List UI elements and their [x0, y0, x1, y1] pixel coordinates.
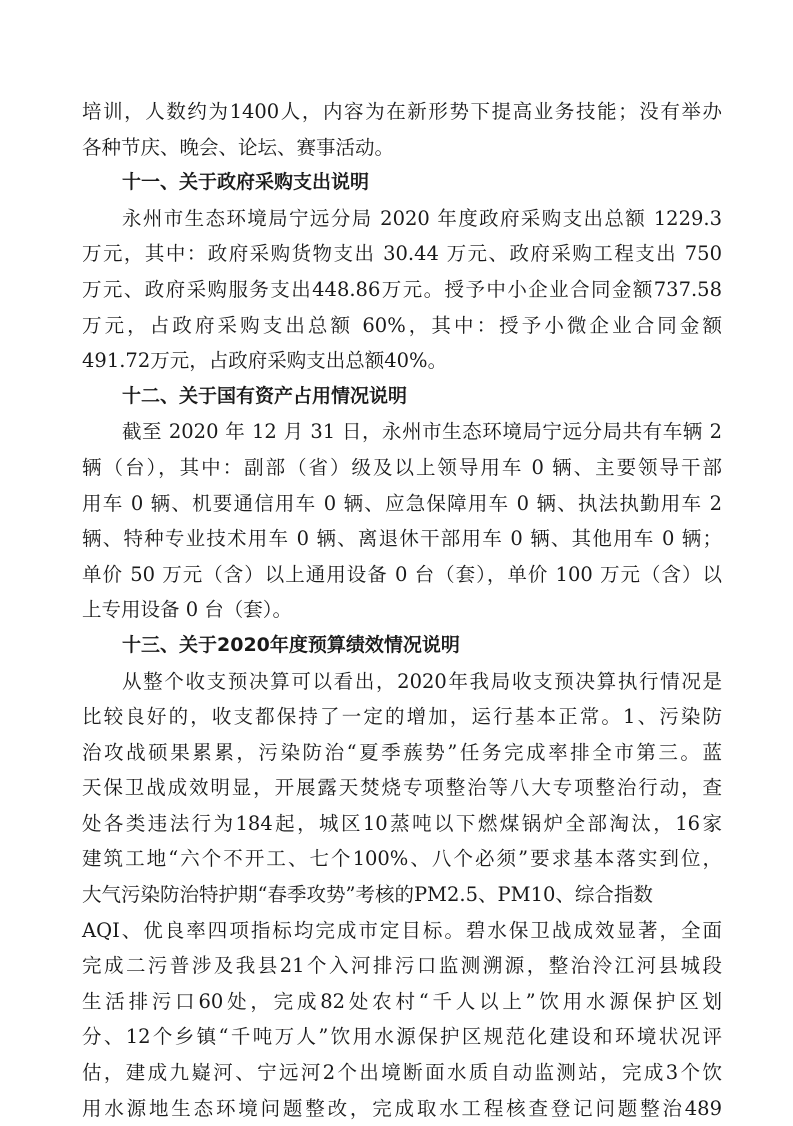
paragraph-line: 处各类违法行为184起，城区10蒸吨以下燃煤锅炉全部淘汰，16家: [82, 811, 722, 835]
paragraph-line: 截至 2020 年 12 月 31 日，永州市生态环境局宁远分局共有车辆 2: [122, 420, 722, 444]
paragraph-line: 单价 50 万元（含）以上通用设备 0 台（套），单价 100 万元（含）以: [82, 562, 722, 586]
paragraph-line: 辆（台），其中：副部（省）级及以上领导用车 0 辆、主要领导干部: [82, 455, 722, 479]
paragraph-line: 491.72万元，占政府采购支出总额40%。: [82, 349, 448, 373]
paragraph-line: 用水源地生态环境问题整改，完成取水工程核查登记问题整治489: [82, 1096, 722, 1120]
section-heading: 十一、关于政府采购支出说明: [122, 171, 370, 194]
paragraph-line: 永州市生态环境局宁远分局 2020 年度政府采购支出总额 1229.3: [122, 206, 722, 230]
paragraph-line: 万元，占政府采购支出总额 60%，其中：授予小微企业合同金额: [82, 313, 722, 337]
paragraph-line: 上专用设备 0 台（套）。: [82, 598, 293, 622]
paragraph-line: 从整个收支预决算可以看出，2020年我局收支预决算执行情况是: [122, 669, 722, 693]
paragraph-line: 估，建成九嶷河、宁远河2个出境断面水质自动监测站，完成3个饮: [82, 1061, 722, 1085]
section-heading: 十二、关于国有资产占用情况说明: [122, 384, 408, 407]
paragraph-line: 天保卫战成效明显，开展露天焚烧专项整治等八大专项整治行动，查: [82, 776, 722, 800]
paragraph-line: AQI、优良率四项指标均完成市定目标。碧水保卫战成效显著，全面: [82, 918, 722, 942]
paragraph-line: 大气污染防治特护期“春季攻势”考核的PM2.5、PM10、综合指数: [82, 883, 653, 907]
paragraph-line: 完成二污普涉及我县21个入河排污口监测溯源，整治泠江河县城段: [82, 954, 722, 978]
paragraph-line: 分、12个乡镇“千吨万人”饮用水源保护区规范化建设和环境状况评: [82, 1025, 722, 1049]
paragraph-line: 万元、政府采购服务支出448.86万元。授予中小企业合同金额737.58: [82, 277, 722, 301]
paragraph-line: 比较良好的，收支都保持了一定的增加，运行基本正常。1、污染防: [82, 705, 722, 729]
document-page: [82, 94, 722, 1126]
paragraph-line: 建筑工地“六个不开工、七个100%、八个必须”要求基本落实到位，: [82, 847, 722, 871]
paragraph-line: 培训，人数约为1400人，内容为在新形势下提高业务技能；没有举办: [82, 100, 722, 123]
paragraph-line: 生活排污口60处，完成82处农村“千人以上”饮用水源保护区划: [82, 989, 722, 1013]
paragraph-line: 各种节庆、晚会、论坛、赛事活动。: [82, 135, 395, 159]
paragraph-line: 用车 0 辆、机要通信用车 0 辆、应急保障用车 0 辆、执法执勤用车 2: [82, 491, 722, 515]
paragraph-line: 万元，其中：政府采购货物支出 30.44 万元、政府采购工程支出 750: [82, 242, 722, 266]
paragraph-line: 辆、特种专业技术用车 0 辆、离退休干部用车 0 辆、其他用车 0 辆；: [82, 527, 722, 551]
section-heading: 十三、关于2020年度预算绩效情况说明: [122, 633, 460, 656]
paragraph-line: 治攻战硕果累累，污染防治“夏季蔟势”任务完成率排全市第三。蓝: [82, 740, 722, 764]
